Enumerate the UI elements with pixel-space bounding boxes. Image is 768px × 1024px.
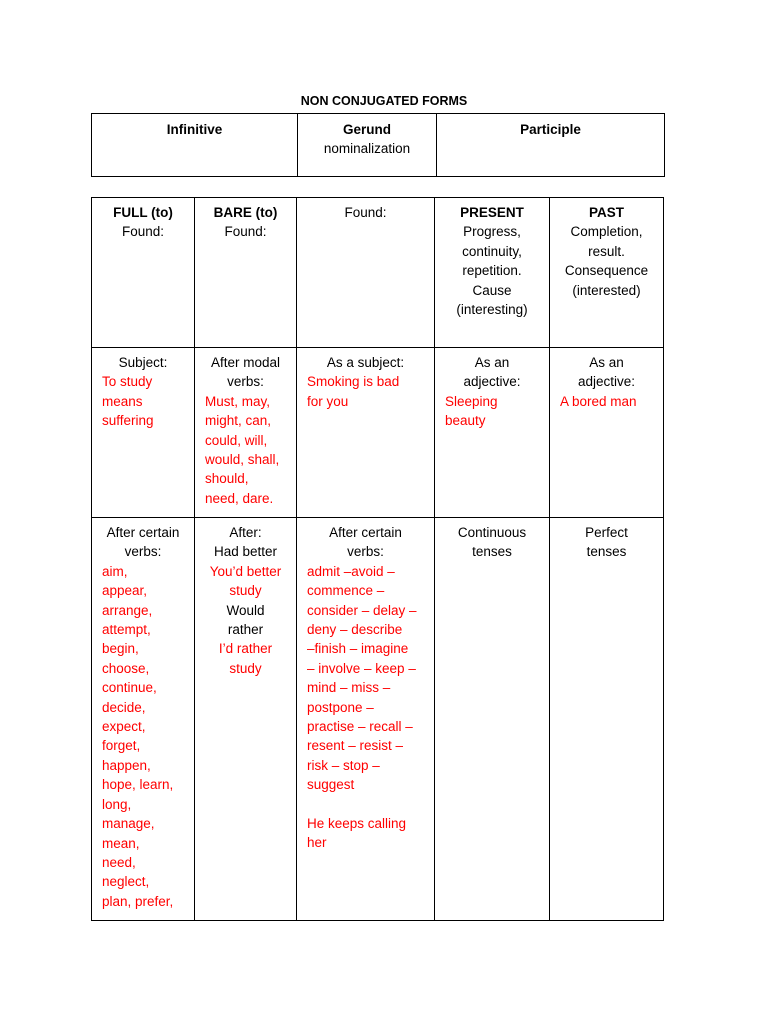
- past-adjective-label: As an: [589, 355, 624, 370]
- gerund-subject-cell: [297, 348, 435, 518]
- present-participle-title: PRESENT: [460, 205, 524, 220]
- usage-row-verbs: [92, 518, 664, 921]
- full-verb-example: choose,: [102, 660, 150, 676]
- bare-would-rather-example: study: [229, 660, 262, 676]
- forms-overview-row: [92, 114, 665, 177]
- bare-had-better-example: study: [229, 583, 262, 599]
- full-verb-example: need,: [102, 854, 136, 870]
- gerund-subheading: nominalization: [323, 141, 411, 157]
- past-participle-title: PAST: [588, 205, 624, 220]
- full-verb-example: neglect,: [102, 874, 150, 890]
- bare-modal-example: could, will,: [205, 432, 268, 448]
- bare-had-better-example: You’d better: [209, 563, 282, 579]
- gerund-subject-example: Smoking is bad: [307, 374, 400, 390]
- gerund-subject-label: As a subject:: [326, 355, 405, 370]
- participle-cell: [437, 114, 665, 177]
- bare-infinitive-found: Found:: [224, 224, 267, 240]
- bare-modal-example: would, shall,: [205, 452, 280, 468]
- present-tenses-label: Continuous: [457, 525, 527, 540]
- past-tenses-label: Perfect: [585, 525, 628, 540]
- full-verb-example: aim,: [102, 563, 128, 579]
- full-infinitive-header: [92, 198, 195, 348]
- gerund-subject-example: for you: [307, 393, 349, 409]
- bare-had-better-label: Had better: [213, 544, 278, 560]
- past-line: result.: [588, 243, 625, 259]
- infinitive-cell: [92, 114, 298, 177]
- present-adjective-example: beauty: [445, 413, 486, 429]
- bare-would-rather-label: rather: [227, 622, 264, 638]
- past-line: Completion,: [570, 224, 643, 240]
- past-tenses-label: tenses: [586, 544, 627, 560]
- bare-modal-example: need, dare.: [205, 490, 274, 506]
- gerund-verb-example: mind – miss –: [307, 680, 391, 696]
- full-verb-example: plan, prefer,: [102, 893, 174, 909]
- full-subject-cell: [92, 348, 195, 518]
- gerund-cell: [298, 114, 437, 177]
- bare-infinitive-title: BARE (to): [213, 205, 278, 220]
- full-verb-example: begin,: [102, 641, 139, 657]
- present-tenses-label: tenses: [472, 544, 512, 560]
- gerund-sentence-example: her: [307, 835, 327, 851]
- full-verb-example: happen,: [102, 757, 151, 773]
- present-line: Cause: [472, 282, 512, 298]
- gerund-verb-example: deny – describe: [307, 622, 403, 638]
- present-adjective-cell: [435, 348, 550, 518]
- full-subject-example: suffering: [102, 413, 154, 429]
- full-verbs-label: verbs:: [124, 544, 162, 560]
- gerund-verb-example: suggest: [307, 777, 355, 793]
- usage-row-subject: [92, 348, 664, 518]
- gerund-verbs-label: verbs:: [347, 544, 384, 560]
- full-infinitive-title: FULL (to): [113, 205, 173, 220]
- gerund-verb-example: admit –avoid –: [307, 563, 395, 579]
- past-participle-header: [550, 198, 664, 348]
- header-row: [92, 198, 664, 348]
- full-verbs-cell: [92, 518, 195, 921]
- full-infinitive-found: Found:: [121, 224, 165, 240]
- gerund-verb-example: postpone –: [307, 699, 374, 715]
- page-title: NON CONJUGATED FORMS: [300, 94, 468, 108]
- gerund-verbs-cell: [297, 518, 435, 921]
- gerund-header: [297, 198, 435, 348]
- past-adjective-example: A bored man: [560, 393, 637, 409]
- full-verb-example: attempt,: [102, 622, 151, 638]
- full-verb-example: decide,: [102, 699, 146, 715]
- gerund-found: Found:: [344, 205, 387, 220]
- bare-would-rather-label: Would: [226, 602, 265, 618]
- past-line: (interested): [572, 282, 641, 298]
- gerund-verb-example: consider – delay –: [307, 602, 417, 618]
- past-tenses-cell: [550, 518, 664, 921]
- full-verb-example: manage,: [102, 816, 155, 832]
- full-verb-example: hope, learn,: [102, 777, 174, 793]
- present-line: repetition.: [462, 263, 522, 279]
- present-adjective-label: As an: [474, 355, 510, 370]
- present-adjective-example: Sleeping: [445, 393, 498, 409]
- gerund-verb-example: practise – recall –: [307, 719, 413, 735]
- bare-modal-example: Must, may,: [205, 393, 271, 409]
- bare-infinitive-header: [195, 198, 297, 348]
- full-subject-example: To study: [102, 374, 153, 390]
- past-line: Consequence: [564, 263, 649, 279]
- gerund-verb-example: commence –: [307, 583, 385, 599]
- forms-detail-table: [91, 197, 664, 921]
- bare-would-rather-example: I’d rather: [218, 641, 273, 657]
- full-verbs-label: After certain: [106, 525, 180, 540]
- bare-after-label: After:: [229, 525, 262, 540]
- gerund-heading: Gerund: [342, 122, 391, 137]
- gerund-verb-example: –finish – imagine: [307, 641, 409, 657]
- past-adjective-cell: [550, 348, 664, 518]
- past-adjective-label: adjective:: [577, 374, 636, 390]
- full-verb-example: continue,: [102, 680, 157, 696]
- full-verb-example: forget,: [102, 738, 141, 754]
- full-verb-example: arrange,: [102, 602, 153, 618]
- present-tenses-cell: [435, 518, 550, 921]
- present-line: (interesting): [456, 302, 528, 318]
- present-adjective-label: adjective:: [463, 374, 521, 390]
- full-verb-example: long,: [102, 796, 132, 812]
- bare-modal-example: might, can,: [205, 413, 272, 429]
- gerund-verb-example: resent – resist –: [307, 738, 404, 754]
- present-line: continuity,: [462, 243, 522, 259]
- full-subject-example: means: [102, 393, 143, 409]
- full-verb-example: mean,: [102, 835, 140, 851]
- forms-overview-table: [91, 113, 665, 177]
- infinitive-heading: Infinitive: [166, 122, 223, 137]
- full-verb-example: expect,: [102, 719, 146, 735]
- bare-modal-example: should,: [205, 471, 249, 487]
- present-participle-header: [435, 198, 550, 348]
- participle-heading: Participle: [520, 122, 581, 137]
- bare-modal-cell: [195, 348, 297, 518]
- full-subject-label: Subject:: [118, 355, 168, 370]
- bare-modal-label: After modal: [210, 355, 281, 370]
- present-line: Progress,: [463, 224, 521, 240]
- gerund-sentence-example: He keeps calling: [307, 815, 407, 831]
- gerund-verb-example: – involve – keep –: [307, 660, 416, 676]
- gerund-verb-example: risk – stop –: [307, 757, 380, 773]
- full-verb-example: appear,: [102, 583, 148, 599]
- gerund-verbs-label: After certain: [329, 525, 402, 540]
- bare-modal-label: verbs:: [227, 374, 264, 390]
- bare-after-cell: [195, 518, 297, 921]
- spacer: [307, 795, 424, 814]
